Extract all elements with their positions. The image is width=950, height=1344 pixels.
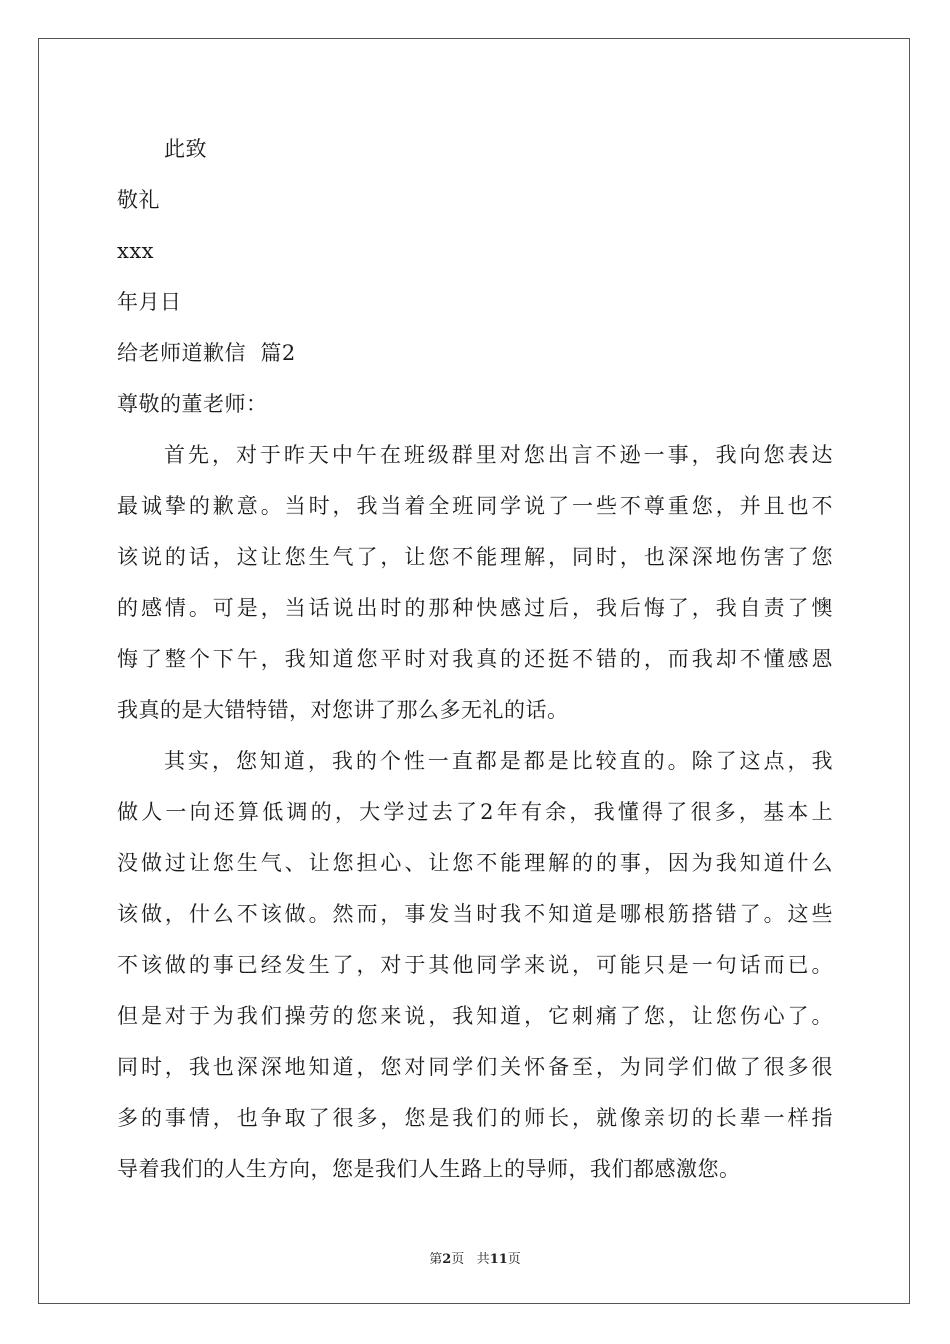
paragraph-line: 首先，对于昨天中午在班级群里对您出言不逊一事，我向您表达 [164, 443, 833, 467]
paragraph-2 [117, 736, 833, 1195]
page-prefix: 第 [429, 1252, 443, 1267]
document-body [117, 124, 833, 1195]
paragraph-line: 最诚挚的歉意。当时，我当着全班同学说了一些不尊重您，并且也不 [117, 494, 833, 518]
letter-date: 年月日 [117, 290, 182, 314]
paragraph-line: 不该做的事已经发生了，对于其他同学来说，可能只是一句话而已。 [117, 953, 833, 977]
total-prefix: 共 [476, 1252, 490, 1267]
paragraph-line: 该做，什么不该做。然而，事发当时我不知道是哪根筋搭错了。这些 [117, 902, 833, 926]
paragraph-line: 多的事情，也争取了很多，您是我们的师长，就像亲切的长辈一样指 [117, 1106, 833, 1130]
paragraph-line: 我真的是大错特错，对您讲了那么多无礼的话。 [117, 698, 569, 722]
paragraph-line: 但是对于为我们操劳的您来说，我知道，它刺痛了您，让您伤心了。 [117, 1004, 833, 1028]
total-unit: 页 [507, 1252, 521, 1267]
page-current: 2 [442, 1252, 452, 1267]
letter-greeting: 尊敬的董老师： [117, 392, 268, 416]
letter-signature: xxx [117, 239, 155, 263]
page-total: 11 [489, 1252, 508, 1267]
paragraph-1 [117, 430, 833, 736]
paragraph-line: 的感情。可是，当话说出时的那种快感过后，我后悔了，我自责了懊 [117, 596, 833, 620]
letter-closing: 此致 [164, 137, 207, 161]
paragraph-line: 同时，我也深深地知道，您对同学们关怀备至，为同学们做了很多很 [117, 1055, 833, 1079]
paragraph-line: 做人一向还算低调的，大学过去了2年有余，我懂得了很多，基本上 [117, 800, 833, 824]
paragraph-line: 该说的话，这让您生气了，让您不能理解，同时，也深深地伤害了您 [117, 545, 833, 569]
paragraph-line: 其实，您知道，我的个性一直都是都是比较直的。除了这点，我 [164, 749, 833, 773]
paragraph-line: 没做过让您生气、让您担心、让您不能理解的的事，因为我知道什么 [117, 851, 833, 875]
paragraph-line: 导着我们的人生方向，您是我们人生路上的导师，我们都感激您。 [117, 1157, 741, 1181]
section-heading: 给老师道歉信 篇2 [117, 341, 296, 365]
page-unit: 页 [451, 1252, 465, 1267]
letter-salute: 敬礼 [117, 188, 160, 212]
paragraph-line: 悔了整个下午，我知道您平时对我真的还挺不错的，而我却不懂感恩 [117, 647, 833, 671]
page-footer [0, 1248, 950, 1267]
